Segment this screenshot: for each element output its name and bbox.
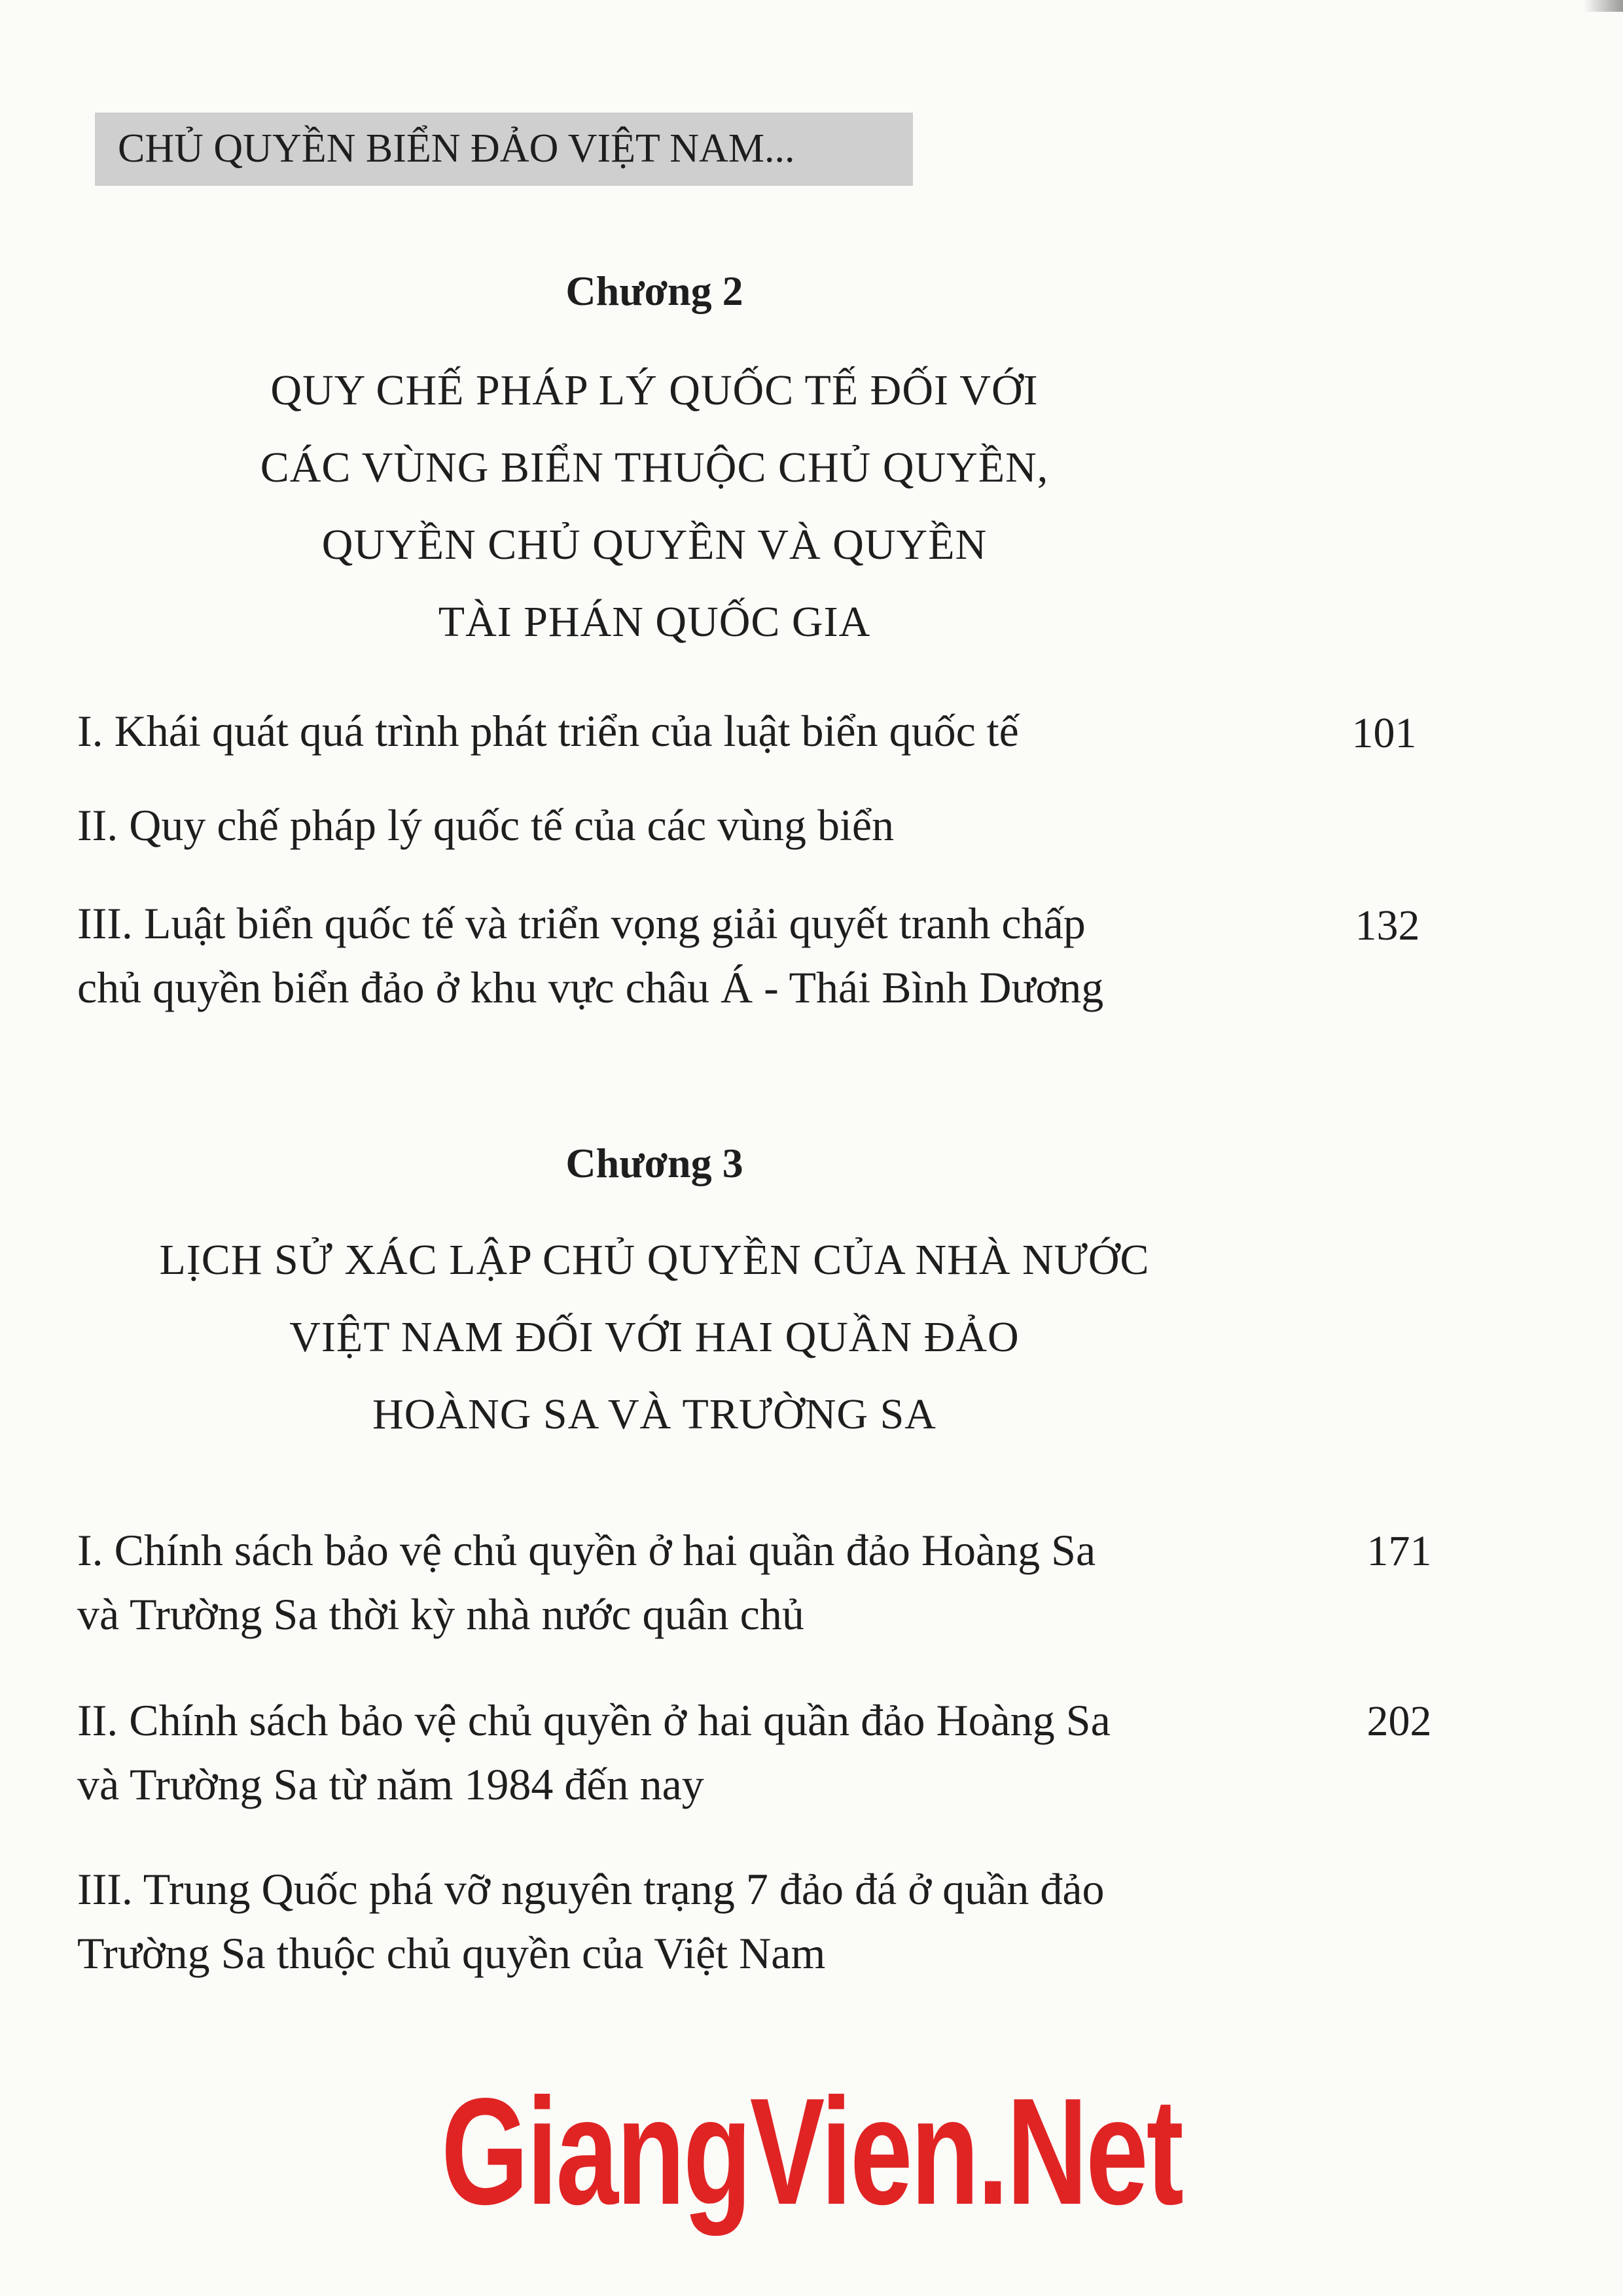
toc-entry-text: II. Chính sách bảo vệ chủ quyền ở hai quần đảo Hoàng Sa xyxy=(77,1695,1111,1745)
toc-entry-text: I. Khái quát quá trình phát triển của luật biển quốc tế xyxy=(77,706,1019,756)
toc-entry-text: chủ quyền biển đảo ở khu vực châu Á - Thái Bình Dương xyxy=(77,963,1104,1012)
chapter-2-label: Chương 2 xyxy=(565,268,743,314)
toc-entry-3-2[interactable] xyxy=(77,1688,1255,1816)
chapter-title-line: CÁC VÙNG BIỂN THUỘC CHỦ QUYỀN, xyxy=(260,444,1049,491)
chapter-title-line: LỊCH SỬ XÁC LẬP CHỦ QUYỀN CỦA NHÀ NƯỚC xyxy=(159,1236,1150,1284)
toc-page-number: 171 xyxy=(1366,1527,1432,1575)
toc-page-number: 101 xyxy=(1351,709,1417,757)
toc-entry-text: II. Quy chế pháp lý quốc tế của các vùng biển xyxy=(77,800,895,850)
toc-entry-text: Trường Sa thuộc chủ quyền của Việt Nam xyxy=(77,1928,826,1978)
chapter-title-line: VIỆT NAM ĐỐI VỚI HAI QUẦN ĐẢO xyxy=(289,1313,1020,1361)
chapter-title-line: TÀI PHÁN QUỐC GIA xyxy=(438,598,871,646)
toc-entry-2-2[interactable] xyxy=(77,793,1255,857)
watermark-logo: GiangVien.Net xyxy=(441,2067,1182,2236)
running-header: CHỦ QUYỀN BIỂN ĐẢO VIỆT NAM... xyxy=(118,126,795,171)
scan-edge-mark xyxy=(1584,0,1623,12)
toc-entry-text: và Trường Sa thời kỳ nhà nước quân chủ xyxy=(77,1589,804,1639)
chapter-title-line: HOÀNG SA VÀ TRƯỜNG SA xyxy=(372,1390,936,1438)
toc-entry-text: III. Trung Quốc phá vỡ nguyên trạng 7 đảo đá ở quần đảo xyxy=(77,1864,1105,1914)
chapter-2-title xyxy=(0,352,1309,661)
toc-page-number: 132 xyxy=(1355,902,1420,949)
toc-page-number: 202 xyxy=(1366,1697,1432,1745)
chapter-3-label: Chương 3 xyxy=(565,1140,743,1186)
chapter-title-line: QUY CHẾ PHÁP LÝ QUỐC TẾ ĐỐI VỚI xyxy=(270,366,1039,414)
chapter-title-line: QUYỀN CHỦ QUYỀN VÀ QUYỀN xyxy=(321,521,988,569)
toc-entry-3-1[interactable] xyxy=(77,1518,1255,1646)
toc-entry-text: III. Luật biển quốc tế và triển vọng giải quyết tranh chấp xyxy=(77,898,1086,948)
toc-entry-2-1[interactable] xyxy=(77,699,1255,763)
toc-entry-text: và Trường Sa từ năm 1984 đến nay xyxy=(77,1759,704,1809)
toc-entry-text: I. Chính sách bảo vệ chủ quyền ở hai quần đảo Hoàng Sa xyxy=(77,1525,1096,1575)
chapter-3-title xyxy=(0,1222,1309,1453)
toc-entry-2-3[interactable] xyxy=(77,891,1255,1019)
toc-entry-3-3[interactable] xyxy=(77,1857,1255,1985)
